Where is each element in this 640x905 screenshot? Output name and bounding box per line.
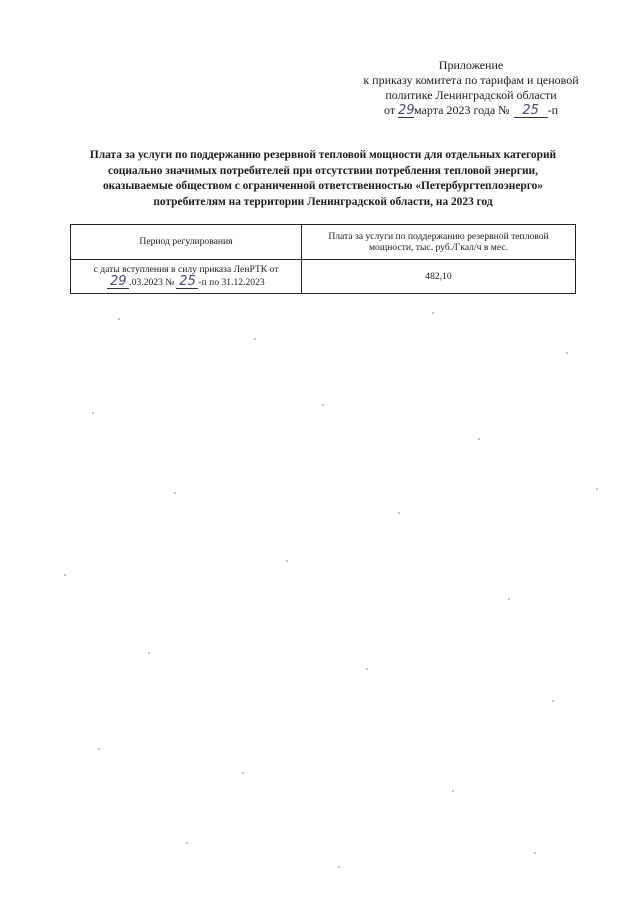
period-handwritten-number: 25 [176, 275, 198, 289]
header-fee: Плата за услуги по поддержанию резервной тепловой мощности, тыс. руб./Гкал/ч в мес. [302, 225, 576, 260]
cell-period [71, 260, 302, 294]
title-line-3: оказываемые обществом с ограниченной ответственностью «Петербургтеплоэнерго» [102, 180, 543, 192]
scan-speck [174, 492, 176, 494]
title-line-1: Плата за услуги по поддержанию резервной тепловой мощности для отдельных категорий [89, 149, 557, 161]
scan-speck [254, 338, 256, 340]
cell-fee-value: 482,10 [302, 260, 576, 294]
scan-speck [566, 352, 568, 354]
scan-speck [186, 842, 188, 844]
scan-speck [322, 404, 324, 406]
scan-speck [148, 652, 150, 654]
date-prefix: от [383, 103, 396, 117]
title-line-2: социально значимых потребителей при отсутствии потребления тепловой энергии, [108, 164, 538, 177]
document-title [70, 148, 576, 210]
title-line-4: потребителям на территории Ленинградской области, на 2023 год [153, 195, 493, 208]
scan-speck [242, 772, 244, 774]
scan-speck [432, 312, 434, 314]
appendix-order-ref: к приказу комитета по тарифам и ценовой [363, 73, 579, 87]
scan-speck [452, 790, 454, 792]
period-end: -п по 31.12.2023 [198, 277, 265, 289]
tariff-table [70, 224, 576, 294]
header-period: Период регулирования [71, 225, 302, 260]
scan-speck [98, 748, 100, 750]
scan-speck [398, 512, 400, 514]
scan-speck [286, 560, 288, 562]
scan-speck [338, 866, 340, 868]
appendix-heading: Приложение [438, 58, 504, 72]
period-line-1: с даты вступления в силу приказа ЛенРТК от [93, 263, 279, 275]
scan-speck [118, 318, 120, 320]
appendix-block [340, 58, 602, 118]
period-date-mid: .03.2023 № [129, 277, 175, 289]
scan-speck [534, 852, 536, 854]
scan-speck [478, 438, 480, 440]
scan-speck [552, 700, 554, 702]
scan-speck [366, 668, 368, 670]
scan-speck [596, 488, 598, 490]
period-line-2 [77, 275, 295, 289]
scan-speck [92, 412, 94, 414]
handwritten-order-number: 25 [514, 104, 548, 118]
scan-speck [64, 574, 66, 576]
order-number-suffix: -п [547, 103, 559, 117]
date-middle: марта 2023 года № [414, 103, 510, 117]
period-handwritten-day: 29 [107, 275, 129, 289]
table-header-row [71, 225, 576, 260]
handwritten-day: 29 [398, 103, 415, 118]
scan-speck [508, 598, 510, 600]
table-row [71, 260, 576, 294]
appendix-date-line [340, 103, 602, 118]
appendix-committee: политике Ленинградской области [385, 88, 557, 102]
